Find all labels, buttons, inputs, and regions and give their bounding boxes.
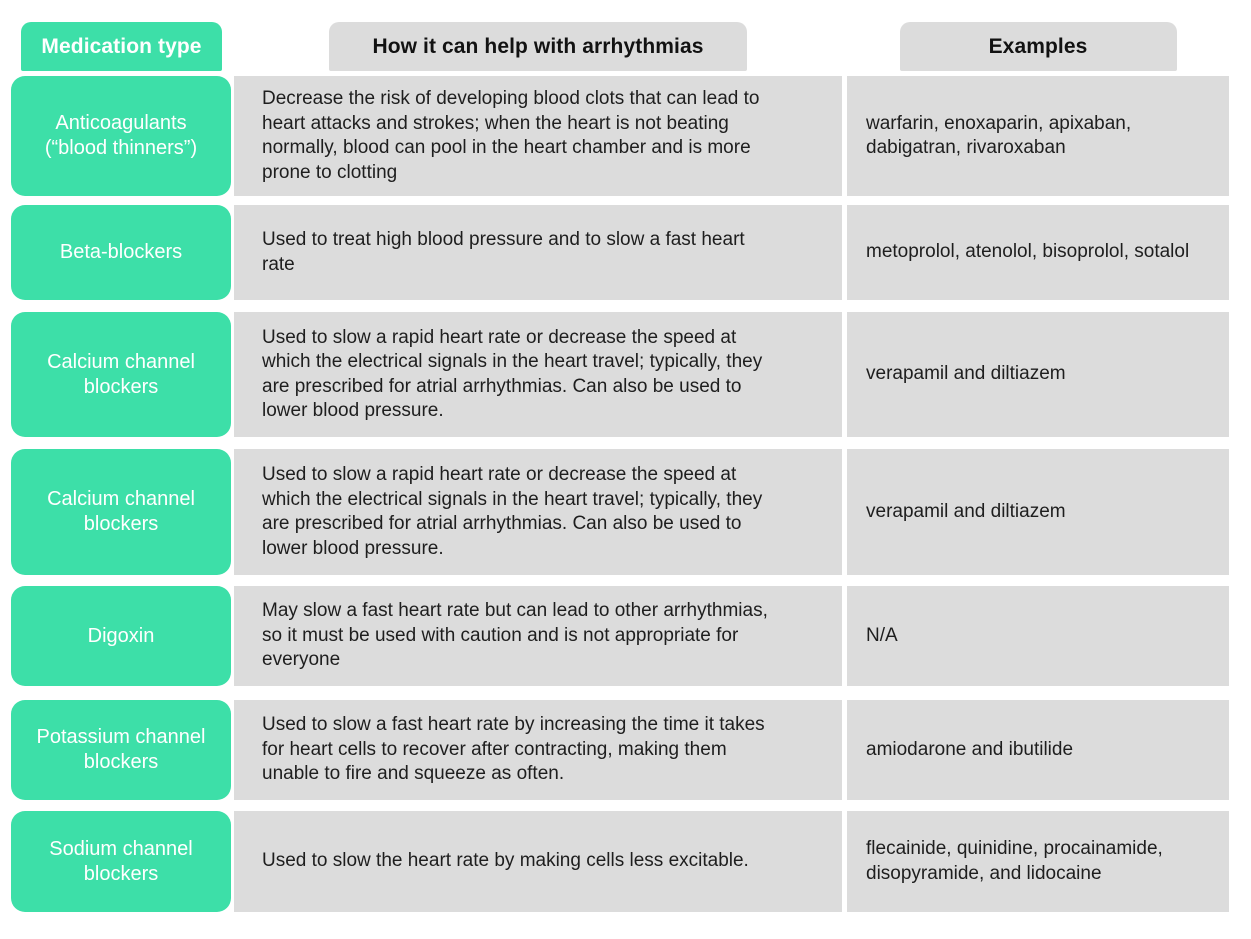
help-text: Used to slow a fast heart rate by increasing the time it takes for heart cells to recover after contracting, making them unable to fire and squeeze as often. [262, 714, 765, 785]
help-text: Used to treat high blood pressure and to slow a fast heart rate [262, 229, 745, 275]
examples-text: verapamil and diltiazem [866, 363, 1066, 385]
examples-cell [847, 586, 1229, 686]
header-slot-examples [847, 22, 1229, 71]
medication-type-cell [11, 312, 231, 437]
medication-type-cell [11, 449, 231, 575]
table-row [0, 76, 1251, 196]
examples-text: N/A [866, 624, 898, 646]
header-help-label: How it can help with arrhythmias [372, 34, 704, 58]
help-cell [234, 811, 842, 912]
header-medication-type [21, 22, 222, 71]
help-cell [234, 76, 842, 196]
table-row [0, 811, 1251, 912]
examples-text: verapamil and diltiazem [866, 500, 1066, 522]
examples-cell [847, 205, 1229, 300]
medication-type-label: Sodium channel blockers [49, 837, 193, 885]
table-row [0, 205, 1251, 300]
table-row [0, 312, 1251, 437]
medication-type-cell [11, 586, 231, 686]
medication-type-label: Calcium channel blockers [47, 350, 195, 398]
header-slot-help [234, 22, 842, 71]
help-text: Used to slow a rapid heart rate or decrease the speed at which the electrical signals in the heart travel; typically, they are prescribed for atrial arrhythmias. Can also be used to lower blood pressure. [262, 326, 763, 421]
help-cell [234, 700, 842, 800]
medication-type-cell [11, 700, 231, 800]
table-row [0, 700, 1251, 800]
table-header-row [0, 0, 1251, 71]
help-text: Used to slow a rapid heart rate or decrease the speed at which the electrical signals in the heart travel; typically, they are prescribed for atrial arrhythmias. Can also be used to lower blood pressure. [262, 464, 763, 559]
help-cell [234, 205, 842, 300]
examples-cell [847, 312, 1229, 437]
help-cell [234, 312, 842, 437]
examples-text: amiodarone and ibutilide [866, 738, 1074, 760]
medication-type-cell [11, 76, 231, 196]
examples-text: metoprolol, atenolol, bisoprolol, sotalol [866, 241, 1190, 263]
help-text: May slow a fast heart rate but can lead to other arrhythmias, so it must be used with caution and is not appropriate for everyone [262, 600, 768, 671]
header-help [329, 22, 747, 71]
examples-text: flecainide, quinidine, procainamide, disopyramide, and lidocaine [866, 838, 1163, 884]
header-examples-label: Examples [988, 34, 1088, 58]
medication-type-label: Anticoagulants (“blood thinners”) [44, 112, 198, 159]
help-cell [234, 586, 842, 686]
help-text: Used to slow the heart rate by making cells less excitable. [262, 850, 749, 872]
medication-type-label: Potassium channel blockers [36, 726, 206, 773]
header-slot-medication-type [11, 22, 231, 71]
help-text: Decrease the risk of developing blood clots that can lead to heart attacks and strokes; when the heart is not beating normally, blood can pool in the heart chamber and is more prone to clotting [262, 88, 760, 183]
examples-text: warfarin, enoxaparin, apixaban, dabigatran, rivaroxaban [866, 112, 1132, 158]
header-medication-type-label: Medication type [41, 34, 202, 58]
medication-type-label: Calcium channel blockers [47, 488, 195, 535]
medication-type-label: Digoxin [87, 624, 155, 647]
examples-cell [847, 76, 1229, 196]
examples-cell [847, 449, 1229, 575]
medication-type-cell [11, 205, 231, 300]
medication-type-label: Beta-blockers [59, 241, 183, 263]
header-examples [900, 22, 1177, 71]
examples-cell [847, 700, 1229, 800]
examples-cell [847, 811, 1229, 912]
table-row [0, 449, 1251, 575]
medication-type-cell [11, 811, 231, 912]
help-cell [234, 449, 842, 575]
table-row [0, 586, 1251, 686]
